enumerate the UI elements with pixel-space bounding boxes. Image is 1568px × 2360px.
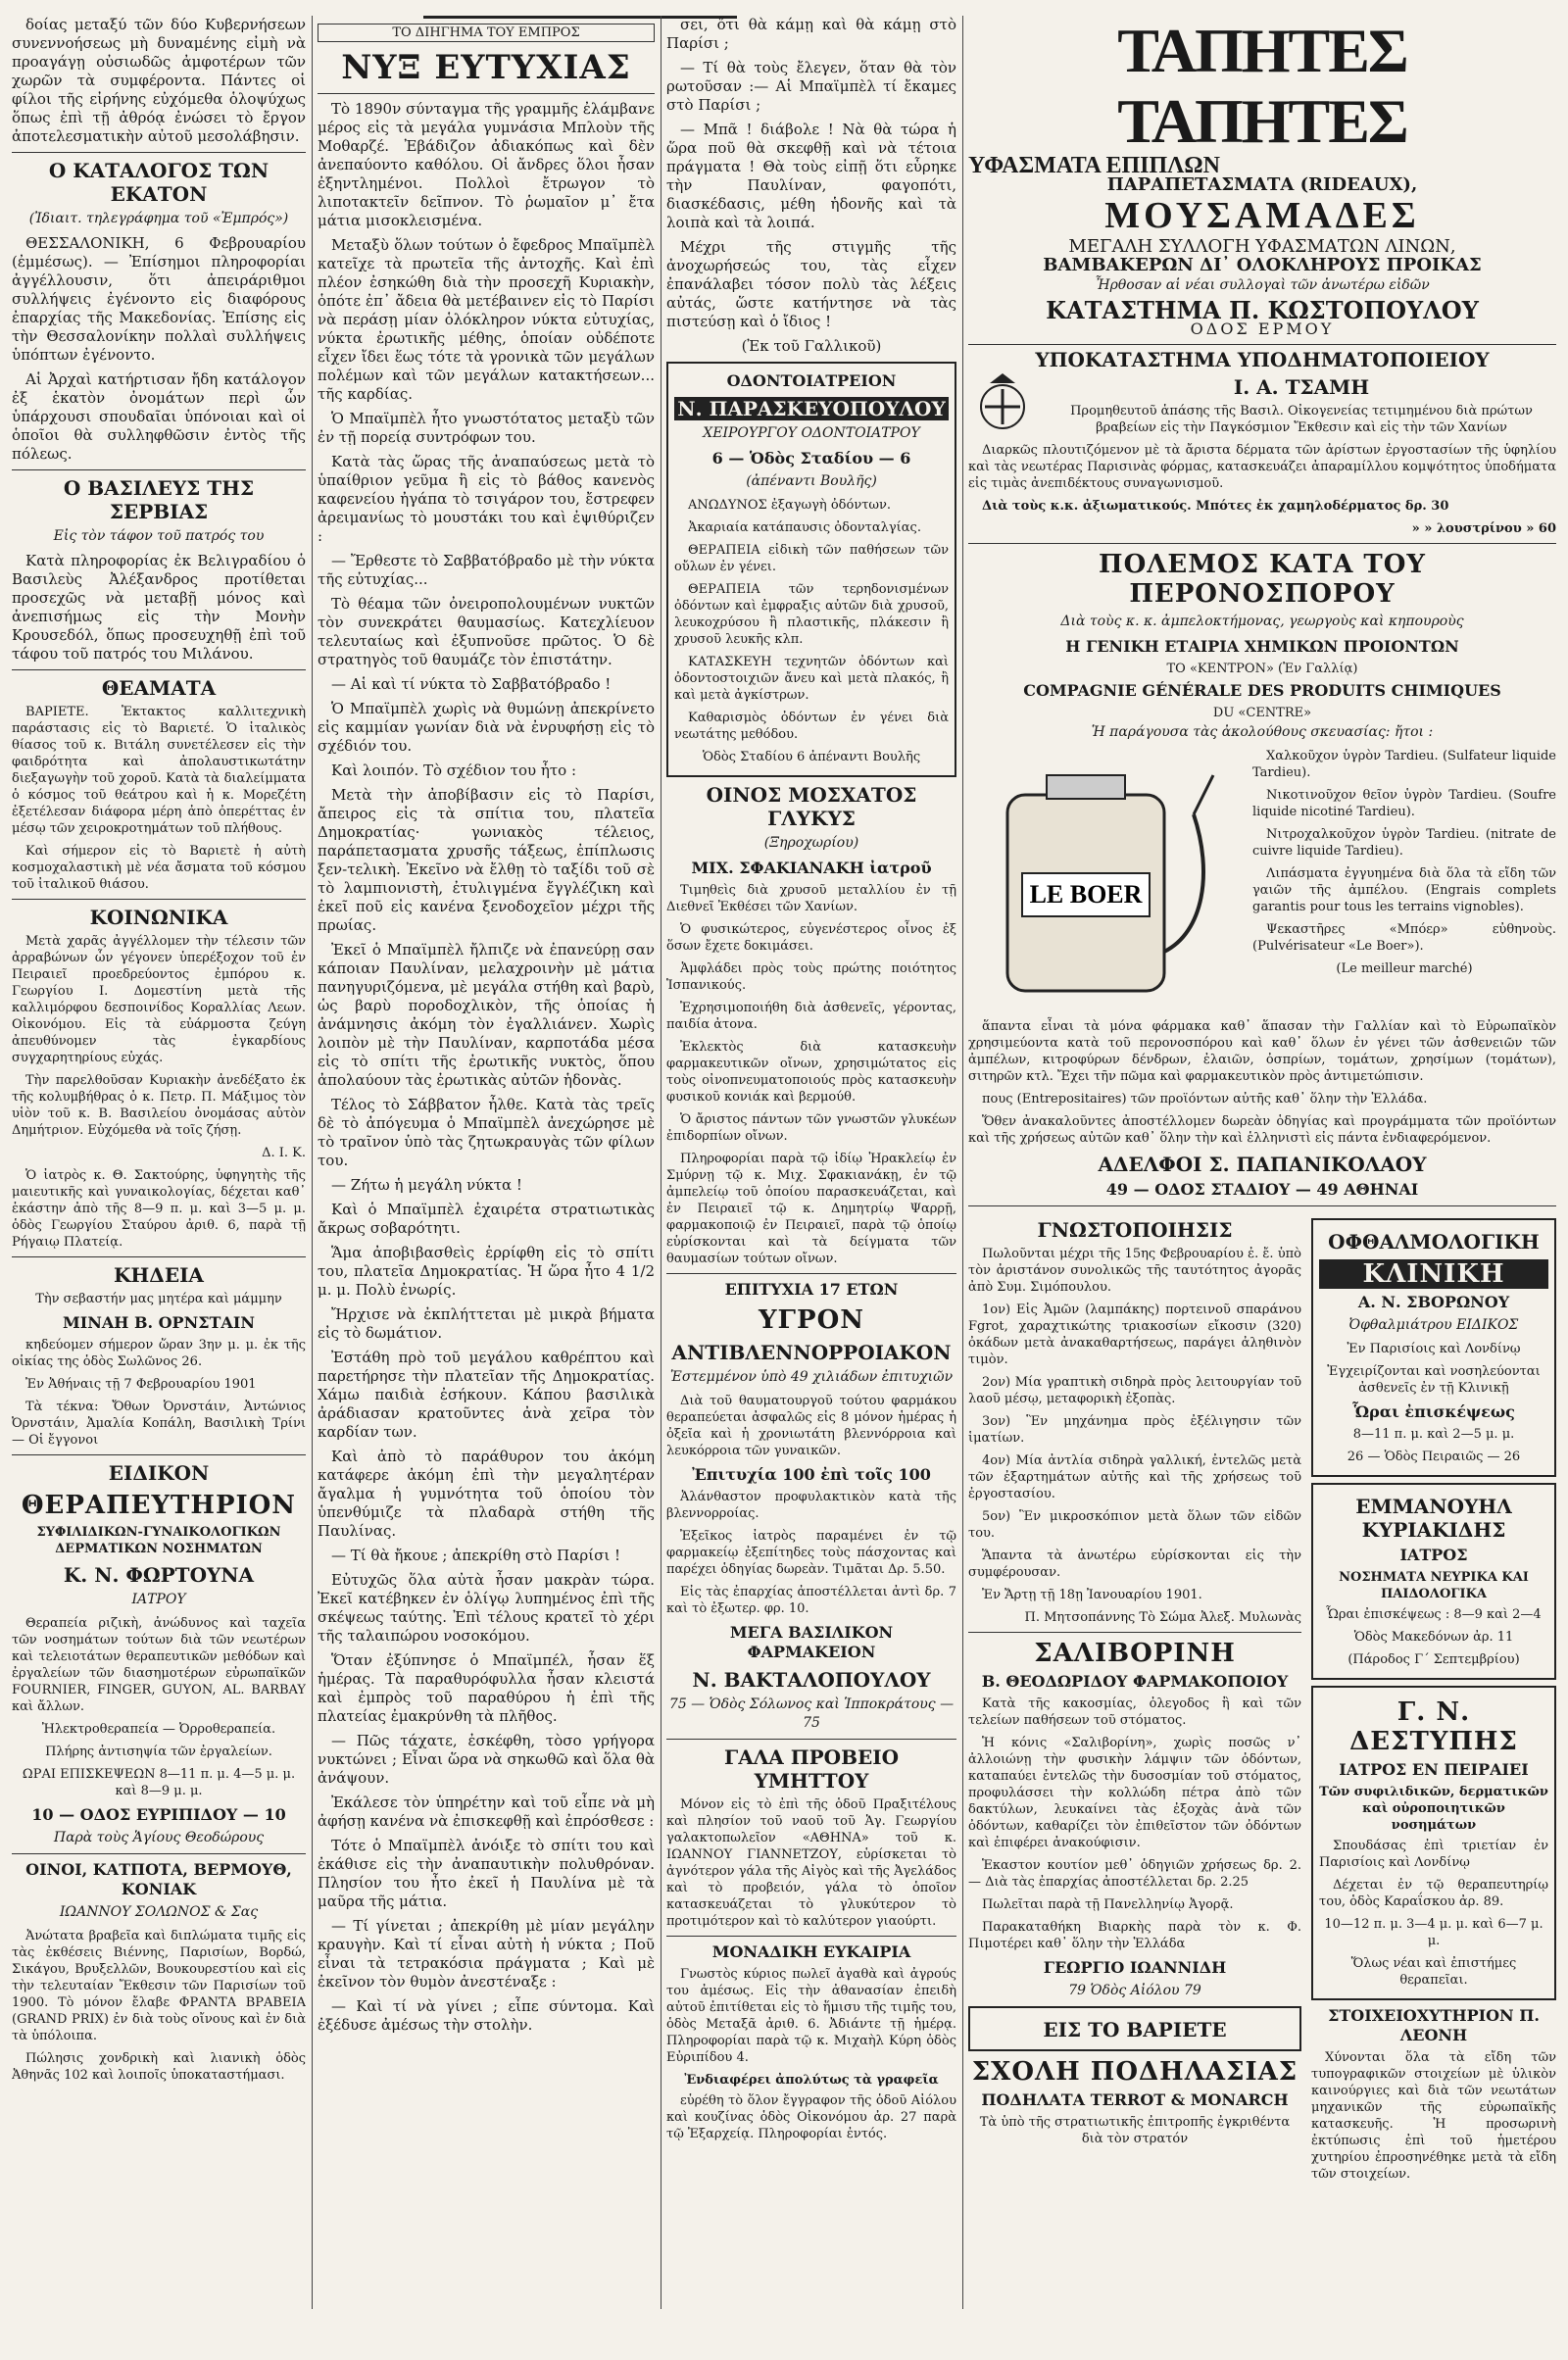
destypis-subhead: Τῶν συφιλιδικῶν, δερματικῶν καὶ οὐροποιητικῶν νοσημάτων [1319,1785,1548,1833]
boer-text: Ὅθεν ἀνακαλοῦντες ἀποστέλλομεν δωρεὰν ὁδηγίας καὶ προγράμματα τῶν προϊόντων καὶ τῆς χρήσεως αὐτῶν καθ᾽ ὅλην τὴν καὶ ἑλληνιστὶ εἰς πάντα ἐνδιαφερόμενον. [968,1114,1556,1146]
koinonika-text: Μετὰ χαρᾶς ἀγγέλλομεν τὴν τέλεσιν τῶν ἀρραβώνων ὧν γέγονεν ὑπερέξοχον τοῦ ἐν Πειραιεῖ προεδρεύοντος ἐμπόρου κ. Γεωργίου Ι. Δομεστίνη μετὰ τῆς καλλιμόρφου δεσποινίδος Κοραλλίας Λεων. Οἰκονόμου. Εἰς τὰ εὐάρμοστα ζεύγη ἀπευθύνομεν τὰς ἐγκαρδίους συγχαρητηρίους εὐχάς. [12,934,306,1065]
salivorini-headline: ΣΑΛΙΒΟΡΙΝΗ [1034,1639,1236,1668]
story-title: ΝΥΞ ΕΥΤΥΧΙΑΣ [341,48,631,87]
divider [12,469,306,470]
story-paragraph: — Τί θὰ ἤκουε ; ἀπεκρίθη στὸ Παρίσι ! [331,1547,621,1564]
oinos-line: Ἀμφλάδει πρὸς τοὺς πρώτης ποιότητος Ἱσπανικούς. [666,961,956,993]
ofthalmologiki-headline: ΟΦΘΑΛΜΟΛΟΓΙΚΗ [1328,1230,1540,1254]
story-paragraph: Ὁ Μπαϊμπὲλ ἦτο γνωστότατος μεταξὺ τῶν ἐν τῇ πορείᾳ συντρόφων του. [318,410,655,446]
gnostopoiisis-signature: Π. Μητσοπάννης Τὸ Σώμα Ἀλεξ. Μυλωνὰς [1024,1610,1301,1625]
story-paragraph: Εὐτυχῶς ὅλα αὐτὰ ἦσαν μακρὰν τώρα. Ἐκεῖ κατέβηκεν ἐν ὁλίγῳ λυπημένος ἐπὶ τῆς σκέψεως ταύτης. Ἐπὶ τέλους κρατεῖ τὸ χέρι τῆς ταλαιπώρου νοσοκόμου. [318,1571,655,1645]
story-continued: — Μπᾶ ! διάβολε ! Νὰ θὰ τώρα ἡ ὥρα ποῦ θὰ σκεφθῇ καὶ νὰ τέτοια πράγματα ! Θὰ τοὺς εἰπῇ ὅτι εὗρηκε τὴν Παυλίναν, φαγοπότι, διασκέδασις, μέθη ἡδονῆς καὶ τὰ λοιπὰ καὶ τὰ λοιπά. [666,121,956,231]
boer-text: πους (Entrepositaires) τῶν προϊόντων αὐτῆς καθ᾽ ὅλην τὴν Ἑλλάδα. [982,1092,1428,1106]
story-paragraph: — Τί γίνεται ; ἀπεκρίθη μὲ μίαν μεγάλην κραυγὴν. Καὶ τί εἶναι αὐτὴ ἡ νύκτα ; Ποῦ εἶναι τὰ τετρακόσια πράγματα ; Καὶ μὲ ἐκεῖνον τὸν θυμὸν ἀνεστέναξε : [318,1917,655,1991]
salivorini-line: Πωλεῖται παρὰ τῇ Πανελληνίῳ Ἀγορᾷ. [982,1897,1234,1912]
boer-product: Χαλκοῦχον ὑγρὸν Tardieu. (Sulfateur liquide Tardieu). [1252,749,1556,780]
destypis-line: Δέχεται ἐν τῷ θεραπευτηρίῳ του, ὁδὸς Καραΐσκου ἀρ. 89. [1319,1878,1548,1909]
oinos-line: Ἐχρησιμοποιήθη διὰ ἀσθενεῖς, γέροντας, παιδία ἀτονα. [666,1001,956,1032]
lower-right-ads [1311,1212,1556,2188]
therapeftirion-text: Θεραπεία ριζικὴ, ἀνώδυνος καὶ ταχεῖα τῶν νοσημάτων τούτων διὰ τῶν νεωτέρων καὶ τελειοτάτων θεραπευτικῶν μεθόδων καὶ ἐργαλείων τῶν διασημοτέρων εὐρωπαϊκῶν FOURNIER, FINGER, GUYON, AL. BARBAY καὶ ἄλλων. [12,1616,306,1714]
paragousa-line: Ἡ παράγουσα τὰς ἀκολούθους σκευασίας: ἤτοι : [1091,724,1434,740]
therapeftirion-text-2: Ἠλεκτροθεραπεία — Ὀρροθεραπεία. [41,1722,276,1737]
odontoiatreion-line: ΑΝΩΔΥΝΟΣ ἐξαγωγὴ ὀδόντων. [688,498,892,513]
ofthalmologiki-hours-label: Ὧραι ἐπισκέψεως [1352,1402,1515,1421]
theamata-headline: ΘΕΑΜΑΤΑ [101,676,217,700]
boer-product: Νικοτινοῦχον θεῖον ὑγρὸν Tardieu. (Soufre liquide nicotiné Tardieu). [1252,788,1556,819]
kyriakidis-name: ΕΜΜΑΝΟΥΗΛ ΚΥΡΙΑΚΙΔΗΣ [1355,1495,1512,1542]
column-2 [318,16,655,2309]
divider [968,344,1556,345]
gnostopoiisis-line: Ἅπαντα τὰ ἀνωτέρω εὑρίσκονται εἰς τὴν συμφέρουσαν. [968,1549,1301,1580]
oinoi-text-2: Πώλησις χονδρικὴ καὶ λιανικὴ ὁδὸς Ἀθηνᾶς 102 καὶ λοιποῖς ὑποκαταστήμασι. [12,2051,306,2083]
divider [12,899,306,900]
column-4 [968,16,1556,2309]
gala-headline: ΓΑΛΑ ΠΡΟΒΕΙΟ ΥΜΗΤΤΟΥ [724,1745,899,1793]
boer-product: Ψεκαστῆρες «Μπόερ» εὐθηνοὺς. (Pulvérisateur «Le Boer»). [1252,922,1556,954]
boer-product: Λιπάσματα ἐγγυημένα διὰ ὅλα τὰ εἴδη τῶν γαιῶν τῆς ἀμπέλου. (Engrais complets garantis pour tous les terrains vignobles). [1252,866,1556,914]
ofthalmologiki-ad [1311,1218,1556,1477]
kyriakidis-subhead: ΝΟΣΗΜΑΤΑ ΝΕΥΡΙΚΑ ΚΑΙ ΠΑΙΔΟΛΟΓΙΚΑ [1339,1570,1529,1601]
kyriakidis-role: ΙΑΤΡΟΣ [1399,1546,1468,1564]
therapeftirion-doctor: Κ. Ν. ΦΩΡΤΟΥΝΑ [63,1563,255,1587]
story-paragraph: Ὁ Μπαϊμπὲλ χωρὶς νὰ θυμώνῃ ἀπεκρίνετο εἰς καμμίαν γωνίαν διὰ νὰ ἐνρυφήσῃ εἰς τὸ σχέδιόν του. [318,700,655,755]
katalogos-subhead: (Ἰδιαιτ. τηλεγράφημα τοῦ «Ἐμπρός») [28,211,289,226]
gnostopoiisis-line: Πωλοῦνται μέχρι τῆς 15ης Φεβρουαρίου ἐ. ἔ. ὑπὸ τὸν ἀριστάνον συνολικῶς τῆς ταυτότητος ἀγορᾶς ἀπὸ Συμ. Σιμόπουλου. [968,1247,1301,1295]
odontoiatreion-address: 6 — Ὁδὸς Σταδίου — 6 [711,449,911,467]
column-rule [661,16,662,2309]
oinoi-subhead: ΙΩΑΝΝΟΥ ΣΟΛΩΝΟΣ & Σας [59,1904,259,1920]
scholi-subhead: ΠΟΔΗΛΑΤΑ TERROT & MONARCH [981,2090,1289,2109]
boer-product: Νιτροχαλκοῦχον ὑγρὸν Tardieu. (nitrate de cuivre liquide Tardieu). [1252,827,1556,859]
tsami-name: Ι. Α. ΤΣΑΜΗ [1233,375,1370,399]
irthosan-line: Ἦρθοσαν αἱ νέαι συλλογαὶ τῶν ἀνωτέρω εἰδῶν [1095,277,1430,293]
story-paragraph: — Καὶ τί νὰ γίνει ; εἶπε σύντομα. Καὶ ἐξέδυσε ἀμέσως τὴν στολὴν. [318,1997,655,2034]
oinos-line: Τιμηθεὶς διὰ χρυσοῦ μεταλλίου ἐν τῇ Διεθνεῖ Ἐκθέσει τῶν Χανίων. [666,883,956,914]
tsami-price-2: » » λουστρίνου » 60 [1411,521,1556,536]
monadiki-headline: ΜΟΝΑΔΙΚΗ ΕΥΚΑΙΡΙΑ [711,1942,911,1961]
royal-crest-icon [968,369,1037,438]
salivorini-address: 79 Ὁδὸς Αἰόλου 79 [1068,1983,1201,1998]
salivorini-line: Ἡ κόνις «Σαλιβορίνη», χωρὶς ποσῶς ν᾽ ἀλλοιώνῃ τὴν φυσικὴν λάμψιν τῶν ὀδόντων, καταπαύει ἐντελῶς τὴν δυσοσμίαν τοῦ στόματος, προφυλάσσει τὴν κολλώδη πέτρα ἀπὸ τῶν δακτύλων, λευκαίνει τὰς ἐξοχὰς ἀνὰ τῶν ὀδόντων, καθαρίζει τὸν ἐπιθεῖστον τῶν ὀδόντων καὶ ἐπιφέρει ἀνακούφισιν. [968,1736,1301,1850]
kidia-text: Τὴν σεβαστήν μας μητέρα καὶ μάμμην [35,1292,282,1306]
vasilefs-text: Κατὰ πληροφορίας ἐκ Βελιγραδίου ὁ Βασιλεὺς Ἀλέξανδρος προτίθεται προσεχῶς νὰ μεταβῇ μόνος καὶ ἀνεπισήμως εἰς τὴν Μονὴν Κρουσεδόλ, ὅπως προσευχηθῇ ἐπὶ τοῦ τάφου τοῦ πατρός του Μιλάνου. [12,552,306,663]
leoni-headline: ΣΤΟΙΧΕΙΟΧΥΤΗΡΙΟΝ Π. ΛΕΟΝΗ [1328,2006,1540,2044]
gnostopoiisis-headline: ΓΝΩΣΤΟΠΟΙΗΣΙΣ [1037,1218,1233,1242]
ofthalmologiki-role: Ὀφθαλμιάτρου ΕΙΔΙΚΟΣ [1348,1317,1519,1333]
antivlennorroiakon-line: Ἐξεῖκος ἰατρὸς παραμένει ἐν τῷ φαρμακείῳ ἐξεπίτηδες τοὺς πάσχοντας καὶ παρέχει ὁδηγίας δωρεὰν. Τιμᾶται Δρ. 5.50. [666,1529,956,1577]
tsami-line: Διαρκῶς πλουτιζόμενον μὲ τὰ ἄριστα δέρματα τῶν ἀρίστων ἐργοστασίων τῆς ὑφηλίου καὶ τὰς νεωτέρας Παρισινὰς φόρμας, κατασκευάζει ἀπαραμίλλου κομψότητος ὑποδήματα εἰς τιμὰς ἀνεπιδέκτους συναγωνισμοῦ. [968,443,1556,491]
story-paragraph: — Αἱ καὶ τί νύκτα τὸ Σαββατόβραδο ! [331,675,612,693]
odontoiatreion-role: ΧΕΙΡΟΥΡΓΟΥ ΟΔΟΝΤΟΙΑΤΡΟΥ [703,425,920,441]
antivlennorroiakon-headline: ΑΝΤΙΒΛΕΝΝΟΡΡΟΙΑΚΟΝ [671,1341,952,1364]
monadiki-text: Γνωστὸς κύριος πωλεῖ ἀγαθὰ καὶ ἀγρούς του ἀμέσως. Εἰς τὴν ἀθανασίαν ἐπειδὴ αὐτοῦ ἐπιτίθεται εἰς τὸ ἥμισυ τῆς τιμῆς του, ὁδὸς Μεταξᾶ ἀριθ. 6. Ἀδιάντε τῇ ἡμέρᾳ. Πληροφορίαι παρὰ τῷ κ. Μιχαὴλ Κύρη ὁδὸς Εὐριπίδου 4. [666,1967,956,2065]
story-paragraph: Ἐκάλεσε τὸν ὑπηρέτην καὶ τοῦ εἶπε νὰ μὴ ἀφήσῃ κανένα νὰ ἐπισκεφθῇ καὶ ἐπρόσθεσε : [318,1794,655,1830]
odontoiatreion-address-2: (ἀπέναντι Βουλῆς) [746,473,877,489]
story-paragraph: Τὸ 1890ν σύνταγμα τῆς γραμμῆς ἐλάμβανε μέρος εἰς τὰ μεγάλα γυμνάσια Μπλοὺν τῆς Μοθαρζέ. Ἐβάδιζον ἀδιακόπως καὶ δὲν ἀνεπαύοντο καθόλου. Οἱ ἄνδρες ὅλοι ἦσαν ἐξηντλημένοι. Πολλοὶ ἔτρωγον τὸ λιποτακτεῖν δεῖπνον. Τὸ ῥωμαῖον μ᾽ ἔτα μάτια μισοκλεισμένα. [318,100,655,229]
vamvakera-line: ΒΑΜΒΑΚΕΡΩΝ ΔΙ᾽ ΟΛΟΚΛΗΡΟΥΣ ΠΡΟΙΚΑΣ [1043,255,1482,275]
mousamades-headline: ΜΟΥΣΑΜΑΔΕΣ [1104,195,1420,236]
story-paragraph: Ὅταν ἐξύπνησε ὁ Μπαϊμπέλ, ἦσαν ἕξ ἡμέρας. Τὰ παραθυρόφυλλα ἦσαν κλειστά καὶ ἐμπρὸς τοῦ παραθύρου ἡ ἐπὶ τῆς πλατείας ἐμακρύνθη τὰ πλῆθος. [318,1651,655,1725]
tsami-price: Διὰ τοὺς κ.κ. ἀξιωματικούς. Μπότες ἐκ χαμηλοδέρματος δρ. 30 [982,499,1449,514]
kidia-headline: ΚΗΔΕΙΑ [114,1263,204,1287]
destypis-line: Ὅλως νέαι καὶ ἐπιστήμες θεραπεῖαι. [1350,1956,1517,1988]
story-paragraph: Καὶ ὁ Μπαϊμπὲλ ἐχαιρέτα στρατιωτικὰς ἄκρως σοβαρότητι. [318,1201,655,1237]
newspaper-page [12,16,1556,2329]
destypis-line: 10—12 π. μ. 3—4 μ. μ. καὶ 6—7 μ. μ. [1324,1917,1544,1948]
ofthalmologiki-hours: 8—11 π. μ. καὶ 2—5 μ. μ. [1352,1427,1515,1442]
salivorini-line: Ἑκαστον κουτίον μεθ᾽ ὁδηγιῶν χρήσεως δρ. 2. — Διὰ τὰς ἐπαρχίας ἀποστέλλεται δρ. 2.25 [968,1858,1301,1890]
odontoiatreion-name: Ν. ΠΑΡΑΣΚΕΥΟΠΟΥΛΟΥ [674,397,949,420]
divider [666,1936,956,1937]
tsami-ad [968,369,1556,442]
odontoiatreion-headline: ΟΔΟΝΤΟΙΑΤΡΕΙΟΝ [726,371,897,390]
theamata-text: ΒΑΡΙΕΤΕ. Ἑκτακτος καλλιτεχνικὴ παράστασις εἰς τὸ Βαριετέ. Ὁ ἰταλικὸς θίασος τοῦ κ. Βιτάλη συνετέλεσεν εἰς τὴν φαιδρότητα καὶ ἀπολαυστικωτάτην διεξαγωγὴν τοῦ χοροῦ. Κατὰ τὰ διαλείμματα ὁ κόσμος τοῦ θεάτρου καὶ ἡ κ. Μορεζέτη ἐξετέλεσαν διάφορα μέρη ἀπὸ ὀπερέττας ἐν μέσῳ τῶν χειροκροτημάτων τοῦ πλήθους. [12,705,306,836]
column-1 [12,16,306,2309]
story-paragraph: Ἤρχισε νὰ ἐκπλήττεται μὲ μικρὰ βήματα εἰς τὸ δωμάτιον. [318,1305,655,1342]
gala-text: Μόνον εἰς τὸ ἐπὶ τῆς ὁδοῦ Πραξιτέλους καὶ πλησίον τοῦ ναοῦ τοῦ Ἁγ. Γεωργίου γαλακτοπωλεῖον «ΑΘΗΝΑ» τοῦ κ. ΙΩΑΝΝΟΥ ΓΙΑΝΝΕΤΖΟΥ, εὑρίσκεται τὸ ἀγνότερον γάλα τῆς Αἰγὸς καὶ τῆς Ἀγελάδος καὶ τὸ προβειόν, γάλα τὸ ὁποῖον κατασκευάζεται τὸ γλυκύτερον τὸ προτιμότερον καὶ τὸ καλύτερον γιαούρτι. [666,1797,956,1929]
tapites-headline: ΤΑΠΗΤΕΣ ΤΑΠΗΤΕΣ [1117,16,1407,156]
vario-ad [968,2006,1301,2051]
lower-ads [968,1212,1556,2188]
salivorini-pharmacist: Β. ΘΕΟΔΩΡΙΔΟΥ ΦΑΡΜΑΚΟΠΟΙΟΥ [981,1672,1289,1691]
pharmakeion-name: Ν. ΒΑΚΤΑΛΟΠΟΥΛΟΥ [692,1668,931,1692]
kentron-line: ΤΟ «ΚΕΝΤΡΟΝ» (Ἐν Γαλλίᾳ) [1166,662,1358,676]
odos-ermou: ΟΔΟΣ ΕΡΜΟΥ [1190,320,1335,338]
kyriakidis-ad [1311,1483,1556,1680]
vasilefs-subhead: Εἰς τὸν τάφον τοῦ πατρός του [53,528,265,544]
katalogos-text-2: Αἱ Ἀρχαὶ κατήρτισαν ἤδη κατάλογον ἐξ ἑκατὸν ὀνομάτων περὶ ὧν ὑπάρχουσι σπουδαῖαι ὑπόνοιαι καὶ οἱ ὁποῖοι θὰ συλληφθῶσιν ἐντὸς τῆς πόλεως. [12,370,306,463]
lower-left-ads [968,1212,1301,2188]
scholi-text: Τὰ ὑπὸ τῆς στρατιωτικῆς ἐπιτροπῆς ἐγκριθέντα διὰ τὸν στρατόν [979,2115,1291,2146]
katastima-headline: ΚΑΤΑΣΤΗΜΑ Π. ΚΩΣΤΟΠΟΥΛΟΥ [1046,296,1479,324]
odontoiatreion-line: ΚΑΤΑΣΚΕΥΗ τεχνητῶν ὀδόντων καὶ ὀδοντοστοιχιῶν ἄνευ καὶ μετὰ πλακός, ἢ καὶ μετὰ ἀγκίστρων. [674,655,949,703]
story-paragraph: Μεταξὺ ὅλων τούτων ὁ ἔφεδρος Μπαϊμπὲλ κατεῖχε τὰ πρωτεῖα τῆς ἀντοχῆς. Καὶ ἐπὶ πλέον ἐσηκώθη διὰ τὴν προσεχῆ Κυριακὴν, ὁπότε ἐπ᾽ ἄδεια θὰ μετέβαινεν εἰς τὸ Παρίσι νὰ περάσῃ μίαν ὁλόκληρον νύκτα εὐτυχίας, νύκτα ἐρωτικῆς μέθης, ὁποίαν οὐδέποτε εἶχεν ἴδει ἕως τότε τὰ γρονικὰ τῶν μεγάλων πολέμων καὶ τῶν μεγάλων κατακτήσεων... τῆς καρδίας. [318,236,655,403]
antivlennorroiakon-subhead: Ἐστεμμένον ὑπὸ 49 χιλιάδων ἐπιτυχιῶν [669,1369,954,1385]
story-paragraph: Κατὰ τὰς ὥρας τῆς ἀναπαύσεως μετὰ τὸ ὑπαίθριον γεῦμα ἢ εἰς τὸ βάθος κανενὸς καφενείου ἠγάπα τὸ τσιγάρον του, ἔστρεφεν ἀρειμανίως τὸ μουστάκι του καὶ ἐψιθύριζεν : [318,453,655,545]
boer-illustration [968,748,1243,1018]
parapetasmata-headline: ΠΑΡΑΠΕΤΑΣΜΑΤΑ (RIDEAUX), [1106,174,1418,195]
story-continued: σει, ὅτι θὰ κάμῃ καὶ θὰ κάμῃ στὸ Παρίσι ; [666,16,956,52]
story-paragraph: — Ζήτω ἡ μεγάλη νύκτα ! [331,1176,522,1194]
divider [12,1256,306,1257]
vasilefs-headline: Ο ΒΑΣΙΛΕΥΣ ΤΗΣ ΣΕΡΒΙΑΣ [63,476,255,523]
antivlennorroiakon-success: Ἐπιτυχία 100 ἐπὶ τοῖς 100 [692,1465,931,1484]
gnostopoiisis-date: Ἐν Ἄρτῃ τῇ 18ῃ Ἰανουαρίου 1901. [982,1588,1202,1602]
salivorini-agent: ΓΕΩΡΓΙΟ ΙΩΑΝΝΙΔΗ [1043,1958,1227,1977]
divider [666,1739,956,1740]
pharmakeion-address: 75 — Ὁδὸς Σόλωνος καὶ Ἱπποκράτους — 75 [668,1696,955,1731]
column-rule [962,16,963,2309]
divider [968,1632,1301,1633]
ofthalmologiki-doctor: Α. Ν. ΣΒΟΡΩΝΟΥ [1357,1293,1510,1311]
antivlennorroiakon-line: Ἀλάνθαστον προφυλακτικὸν κατὰ τῆς βλεννορροίας. [666,1490,956,1521]
salivorini-line: Παρακαταθήκη Βιαρκὴς παρὰ τὸν κ. Φ. Πιμοτέρει καθ᾽ ὅλην τὴν Ἑλλάδα [968,1920,1301,1951]
vario-headline: ΕΙΣ ΤΟ ΒΑΡΙΕΤΕ [1043,2018,1227,2041]
story-paragraph: Μετὰ τὴν ἀποβίβασιν εἰς τὸ Παρίσι, ἄπειρος εἰς τὰ σπίτια του, πλατεῖα Δημοκρατίας· γωνιακὸς τέλειος, παράπετασματα χρυσῆς τάξεως, ἐπίπλωσις ξεν-τελικὴ. Ἐκεῖνο νὰ ἔλθῃ τὸ ταξίδι τοῦ σὲ τὸ λαμπιονιστὴ, ἐτυλιγμένα ἔγγλέζικη καὶ ἐκεῖ ποῦ εἰς κανένα ξενοδοχεῖον μέχρι τῆς πρωίας. [318,786,655,934]
story-paragraph: — Πῶς τάχατε, ἐσκέφθη, τὸσο γρήγορα νυκτώνει ; Εἶναι ὥρα νὰ σηκωθῶ καὶ ὅλα θὰ ἀνάψουν. [318,1732,655,1787]
oinos-name: ΜΙΧ. ΣΦΑΚΙΑΝΑΚΗ ἰατροῦ [691,859,932,877]
odontoiatreion-footer: Ὁδὸς Σταδίου 6 ἀπέναντι Βουλῆς [702,750,921,764]
divider [12,1853,306,1854]
oinoi-headline: ΟΙΝΟΙ, ΚΑΤΠΟΤΑ, ΒΕΡΜΟΥΘ, ΚΟΝΙΑΚ [25,1860,292,1898]
koinonika-text-2: Τὴν παρελθοῦσαν Κυριακὴν ἀνεδέξατο ἐκ τῆς κολυμβήθρας ὁ κ. Πετρ. Π. Μάξιμος τὸν υἱὸν τοῦ κ. Β. Βασιλείου ὀνομάσας αὐτὸν Δημήτριον. Εὐχόμεθα νὰ τοῖς ζήσῃ. [12,1073,306,1138]
yfasmata-headline: ΥΦΑΣΜΑΤΑ ΕΠΙΠΛΩΝ [968,153,1220,178]
salivorini-line: Κατὰ τῆς κακοσμίας, ὀλεγοδος ἢ καὶ τῶν τελείων παθήσεων τοῦ στόματος. [968,1696,1301,1728]
odontoiatreion-line: Καθαρισμὸς ὀδόντων ἐν γένει διὰ νεωτάτης μεθόδου. [674,711,949,742]
kyriakidis-line: Ὁδὸς Μακεδόνων ἀρ. 11 [1353,1630,1514,1645]
kidia-name: ΜΙΝΑΗ Β. ΟΡΝΣΤΑΙΝ [63,1313,255,1332]
story-paragraph: Τὸ θέαμα τῶν ὀνειροπολουμένων νυκτῶν τὸν συνεκράτει θαυμασίως. Κατεχλίευον τελευταίως καὶ ἐξυπνοῦσε πρῶτος. Ὁ δὲ στρατηγὸς τοῦ θαυμάζε τὸν ἐπιστάτην. [318,595,655,668]
story-paragraph: Καὶ λοιπόν. Τὸ σχέδιον του ἦτο : [331,762,577,779]
divider [12,669,306,670]
therapeftirion-role: ΙΑΤΡΟΥ [131,1592,186,1607]
destypis-name: Γ. Ν. ΔΕΣΤΥΠΗΣ [1349,1697,1518,1756]
therapeftirion-text-3: Πλήρης ἀντισηψία τῶν ἐργαλείων. [45,1745,272,1759]
katalogos-headline: Ο ΚΑΤΑΛΟΓΟΣ ΤΩΝ ΕΚΑΤΟΝ [48,159,270,206]
kyriakidis-line: Ὧραι ἐπισκέψεως : 8—9 καὶ 2—4 [1326,1607,1542,1622]
divider [968,543,1556,544]
story-continued: Μέχρι τῆς στιγμῆς τῆς ἀνοχωρήσεώς του, τὰς εἶχεν ἐπανάλαβει τόσον πολὺ τὰς λέξεις αὐτάς, ὥστε κατήντησε νὰ τὰς πιστεύσῃ καὶ ὁ ἴδιος ! [666,238,956,330]
odontoiatreion-line: ΘΕΡΑΠΕΙΑ εἰδικὴ τῶν παθήσεων τῶν οὔλων ἐν γένει. [674,543,949,574]
therapeftirion-address: 10 — ΟΔΟΣ ΕΥΡΙΠΙΔΟΥ — 10 [31,1805,286,1824]
endiaferei-headline: Ἐνδιαφέρει ἀπολύτως τὰ γραφεῖα [684,2073,939,2088]
divider [318,93,655,94]
polemos-headline: ΠΟΛΕΜΟΣ ΚΑΤΑ ΤΟΥ ΠΕΡΟΝΟΣΠΟΡΟΥ [1099,550,1426,609]
koinonika-signature: Δ. Ι. Κ. [262,1146,306,1160]
story-paragraph: Ἅμα ἀποβιβασθεὶς ἐρρίφθη εἰς τὸ σπίτι του, πλατεῖα Δημοκρατίας. Ἡ ὥρα ἦτο 4 1/2 μ. μ. Πολὺ ἐνωρίς. [318,1244,655,1299]
story-paragraph: Τότε ὁ Μπαϊμπὲλ ἀνόιξε τὸ σπίτι του καὶ ἐκάθισε εἰς τὴν ἀναπαυτικὴν πολυθρόναν. Πλησίον του ἦτο ἐκεῖ ἡ Παυλίνα μὲ τὰ μαῦρα τῆς μάτια. [318,1837,655,1910]
koinonika-headline: ΚΟΙΝΩΝΙΚΑ [89,906,228,929]
kidia-family: Τὰ τέκνα: Ὄθων Ὀρνστάιν, Ἀντώνιος Ὀρνστάιν, Ἀμαλία Κοπάλη, Βασιλικὴ Τρίνι — Οἱ ἔγγονοι [12,1400,306,1448]
kyriakidis-line: (Πάροδος Γ΄ Σεπτεμβρίου) [1348,1652,1520,1667]
oinoi-text: Ἀνώτατα βραβεῖα καὶ διπλώματα τιμῆς εἰς τὰς ἐκθέσεις Βιέννης, Παρισίων, Βορδώ, Σικάγου, Βρυξελλῶν, Βουκουρεστίου καὶ εἰς τὴν τελευταίαν Ἔκθεσιν τῶν Παρισίων τοῦ 1900. Τὸ μόνον ἔλαβε ΦΡΑΝΤΑ ΒΡΑΒΕΙΑ (GRAND PRIX) ἐν διὰ τοὺς οἴνους καὶ ἐν διὰ τὰ ὑπόλοιπα. [12,1929,306,2043]
divider [12,1454,306,1455]
kidia-text-2: κηδεύομεν σήμερον ὥραν 3ην μ. μ. ἐκ τῆς οἰκίας της ὁδὸς Σωλῶνος 26. [12,1338,306,1369]
oinos-line: Ὁ ἄριστος πάντων τῶν γνωστῶν γλυκέων ἐπιδορπίων οἴνων. [666,1112,956,1144]
gnostopoiisis-line: 3ον) Ἓν μηχάνημα πρὸς ἐξέλιγησιν τῶν ἱματίων. [968,1414,1301,1446]
column-3 [666,16,956,2309]
klinik-headline: ΚΛΙΝΙΚΗ [1319,1259,1548,1289]
ygron-headline: ΥΓΡΟΝ [759,1305,864,1335]
oinos-line: Ἐκλεκτὸς διὰ κατασκευὴν φαρμακευτικῶν οἴνων, χρησιμώτατος εἰς τοὺς οἰνοπνευματοποιούς πρὸς κατασκευὴν φυσικοῦ κονιάκ καὶ βερμούθ. [666,1040,956,1105]
odontoiatreion-ad [666,362,956,777]
therapeftirion-headline: ΘΕΡΑΠΕΥΤΗΡΙΟΝ [21,1491,297,1520]
story-paragraph: Τέλος τὸ Σάββατον ἦλθε. Κατὰ τὰς τρεῖς δὲ τὸ ἀπόγευμα ὁ Μπαϊμπὲλ ἀνεχώρησε μὲ τὸ τραῖνον ὑπὸ τὰς ζητωκραυγὰς τῶν φίλων του. [318,1096,655,1169]
odontoiatreion-line: ΘΕΡΑΠΕΙΑ τῶν τερηδονισμένων ὀδόντων καὶ ἐμφραξις αὐτῶν διὰ χρυσοῦ, λευκοχρύσου ἢ πλαστικῆς, πλάκεσιν ἢ χρυσοῦ λευκῆς κλπ. [674,582,949,647]
syllogi-line: ΜΕΓΑΛΗ ΣΥΛΛΟΓΗ ΥΦΑΣΜΑΤΩΝ ΛΙΝΩΝ, [1068,236,1456,257]
therapeftirion-subhead: ΣΥΦΙΛΙΔΙΚΩΝ-ΓΥΝΑΙΚΟΛΟΓΙΚΩΝ ΔΕΡΜΑΤΙΚΩΝ ΝΟΣΗΜΑΤΩΝ [36,1525,281,1556]
ypokatastima-headline: ΥΠΟΚΑΤΑΣΤΗΜΑ ΥΠΟΔΗΜΑΤΟΠΟΙΕΙΟΥ [1035,348,1490,371]
story-continued: — Τί θὰ τοὺς ἔλεγεν, ὅταν θὰ τὸν ρωτοῦσαν :— Αἱ Μπαϊμπὲλ τί ἔκαμες στὸ Παρίσι ; [666,59,956,114]
adelfoi-headline: ΑΔΕΛΦΟΙ Σ. ΠΑΠΑΝΙΚΟΛΑΟΥ [1098,1153,1427,1176]
antivlennorroiakon-line: Εἰς τὰς ἐπαρχίας ἀποστέλλεται ἀντὶ δρ. 7 καὶ τὸ ἐξωτερ. φρ. 10. [666,1585,956,1616]
story-paragraph: Ἐκεῖ ὁ Μπαϊμπὲλ ἤλπιζε νὰ ἐπανεύρῃ σαν κάποιαν Παυλίναν, μελαχροινὴν μὲ μάτια πανηγυριζόμενα, μὲ μεγάλα στήθη καὶ βαρὺ, ὡς βαρὺ ποροδοχλικὸν, τῆς ὁποίας ἡ ἀνάμνησις ἀκόμη τὸν ἐγαλλιάνεν. Χωρὶς λοιπὸν μὲ τὴν Παυλίναν, καρποτάδα μέσα εἰς τὸ σπίτι τῆς ἐρωτικῆς νυκτὸς, ὅπου ἀπολαύουν τὰς ἐρωτικὰς αὐτῶν ἡδονὰς. [318,941,655,1089]
therapeftirion-address-2: Παρὰ τοὺς Ἁγίους Θεοδώρους [53,1830,265,1845]
kidia-date: Ἐν Ἀθήναις τῇ 7 Φεβρουαρίου 1901 [25,1377,257,1392]
gnostopoiisis-line: 5ον) Ἓν μικροσκόπιον μετὰ ὅλων τῶν εἰδῶν του. [968,1509,1301,1541]
sprayer-tank-icon [978,756,1233,1010]
endiaferei-text: εὑρέθη τὸ ὅλον ἔγγραφον τῆς ὁδοῦ Αἰόλου καὶ κουζίνας ὁδὸς Οἰκονόμου ἀρ. 27 παρὰ τῷ Ἐξαρχείᾳ. Πληροφορίαι ἐντός. [666,2093,956,2141]
scholi-headline: ΣΧΟΛΗ ΠΟΔΗΛΑΣΙΑΣ [971,2057,1298,2087]
pharmakeion-headline: ΜΕΓΑ ΒΑΣΙΛΙΚΟΝ ΦΑΡΜΑΚΕΙΟΝ [729,1623,894,1661]
oinos-headline: ΟΙΝΟΣ ΜΟΣΧΑΤΟΣ ΓΛΥΚΥΣ [706,783,917,830]
oinos-line: Ὁ φυσικώτερος, εὐγενέστερος οἶνος ἐξ ὅσων ἔχετε δοκιμάσει. [666,922,956,954]
theamata-text-2: Καὶ σήμερον εἰς τὸ Βαριετὲ ἡ αὐτὴ κοσμοχαλαστικὴ μὲ νέα ἄσματα τοῦ κόσμου τοῦ ἰταλικοῦ θιάσου. [12,844,306,892]
boer-text: ἅπαντα εἶναι τὰ μόνα φάρμακα καθ᾽ ἅπασαν τὴν Γαλλίαν καὶ τὸ Εὐρωπαϊκὸν χρησιμεύοντα κατὰ τοῦ περονοσπόρου καὶ καθ᾽ ὅλων ἐν γένει τῶν ἀσθενειῶν τῶν ἀμπέλων, κιτροφύρων δένδρων, ἐλαιῶν, ὀσπρίων, τομάτων, χρησίμων (τομάτων), σιτηρῶν κτλ. Ἔχει τῆν πῶμα καὶ φαρμακευτικὸν πρὸς ἀντιμετώπισιν. [968,1019,1556,1084]
column-rule [312,16,313,2309]
compagnie-line: COMPAGNIE GÉNÉRALE DES PRODUITS CHIMIQUES [1023,681,1501,700]
antivlennorroiakon-line: Διὰ τοῦ θαυματουργοῦ τούτου φαρμάκου θεραπεύεται ἀσφαλῶς εἰς 8 μόνον ἡμέρας ἡ ὀξεῖα καὶ ἡ χρονιωτάτη βλεννόρροια καὶ λευκόρροια τῶν γυναικῶν. [666,1394,956,1458]
adelfoi-address: 49 — ΟΔΟΣ ΣΤΑΔΙΟΥ — 49 ΑΘΗΝΑΙ [1105,1180,1419,1199]
oinos-subhead: (Ξηροχωρίου) [763,835,859,851]
eidikon-headline: ΕΙΔΙΚΟΝ [108,1461,210,1485]
destypis-line: Σπουδάσας ἐπὶ τριετίαν ἐν Παρισίοις καὶ Λονδίνῳ [1319,1839,1548,1870]
ofthalmologiki-address: 26 — Ὁδὸς Πειραιῶς — 26 [1347,1450,1521,1464]
intro-paragraph: δοίας μεταξύ τῶν δύο Κυβερνήσεων συνεννοήσεως μὴ δυναμένης εἰμὴ νὰ προαγάγῃ οὐσιωδῶς ἀμφοτέρων τῶν χωρῶν τὰ συμφέροντα. Πάντες οἱ φίλοι τῆς εἰρήνης εὐχόμεθα ὁλοψύχως ὅπως ἐπὶ τῇ ἀθρόᾳ ἐνώσει τὸ ἔργον ἀποτελεσματικὴν αὐτοῦ μεσολάβησιν. [12,16,306,145]
ofthalmologiki-line: Ἐγχειρίζονται καὶ νοσηλεύονται ἀσθενεῖς ἐν τῇ Κλινικῇ [1327,1364,1541,1396]
katalogos-text: ΘΕΣΣΑΛΟΝΙΚΗ, 6 Φεβρουαρίου (ἐμμέσως). — Ἐπίσημοι πληροφορίαι ἀγγέλλουσιν, ὅτι ἀπειράριθμοι συλλήψεις ἐγένοντο εἰς διαφόρους ἐπαρχίας τῆς Μακεδονίας. Ἐπίσης εἰς τὴν Θεσσαλονίκην πολλαὶ συλλήψεις ὑπόπτων ἐγένοντο. [12,234,306,364]
boer-product: (Le meilleur marché) [1336,961,1473,976]
du-centre-line: DU «CENTRE» [1212,706,1312,720]
story-section-label: ΤΟ ΔΙΗΓΗΜΑ ΤΟΥ ΕΜΠΡΟΣ [318,24,655,42]
odontoiatreion-line: Ἀκαριαία κατάπαυσις ὀδονταλγίας. [688,520,921,535]
koinonika-text-3: Ὁ ἰατρὸς κ. Θ. Σακτούρης, ὑφηγητὴς τῆς μαιευτικῆς καὶ γυναικολογίας, δέχεται καθ᾽ ἑκάστην ἀπὸ τῆς 8—9 π. μ. καὶ 3—5 μ. μ. ὁδὸς Γεωργίου Σταύρου ἀριθ. 6, παρὰ τῇ Ρήγαιῳ Πλατείᾳ. [12,1168,306,1250]
ofthalmologiki-line: Ἐν Παρισίοις καὶ Λονδίνῳ [1347,1342,1521,1356]
gnostopoiisis-line: 2ον) Μία γραπτικὴ σιδηρὰ πρὸς λειτουργίαν τοῦ λαοῦ μέσῳ, μεταφορικὴ ἐξοπὰς. [968,1375,1301,1406]
etairia-line: Η ΓΕΝΙΚΗ ΕΤΑΙΡΙΑ ΧΗΜΙΚΩΝ ΠΡΟΙΟΝΤΩΝ [1065,637,1459,656]
epitychia-headline: ΕΠΙΤΥΧΙΑ 17 ΕΤΩΝ [724,1280,899,1299]
tsami-line: Προμηθευτοῦ ἁπάσης τῆς Βασιλ. Οἰκογενείας τετιμημένου διὰ πρώτων βραβείων εἰς τὴν Παγκόσμιον Ἔκθεσιν καὶ εἰς τὴν τῶν Χανίων [1070,404,1533,435]
divider [12,152,306,153]
divider [666,1273,956,1274]
boer-ad [968,748,1556,1018]
boer-label: LE BOER [1029,880,1143,909]
therapeftirion-hours: ΩΡΑΙ ΕΠΙΣΚΕΨΕΩΝ 8—11 π. μ. 4—5 μ. μ. καὶ 8—9 μ. μ. [22,1767,296,1798]
story-paragraph: Ἐστάθη πρὸ τοῦ μεγάλου καθρέπτου καὶ παρετήρησε τὴν πλατεῖαν τῆς Δημοκρατίας. Χάμω παιδιὰ ἐσήκουν. Κάπου βασιλικὰ ἀράδιασαν κρατοῦντες ἀνὰ χεῖρα τὸν καρδίαν των. [318,1349,655,1441]
gnostopoiisis-line: 4ον) Μία ἀντλία σιδηρὰ γαλλική, ἐντελῶς μετὰ τῶν ἐξαρτημάτων αὐτῆς καὶ τῆς χρήσεως τοῦ ἐργοστασίου. [968,1453,1301,1501]
destypis-ad [1311,1686,1556,2000]
polemos-subhead: Διὰ τοὺς κ. κ. ἀμπελοκτήμονας, γεωργοὺς καὶ κηπουροὺς [1060,614,1464,629]
gnostopoiisis-line: 1ον) Εἰς Ἀμῶν (λαμπάκης) πορτεινοῦ σπαράνου Fgrot, χαραχτικώτης τριακοσίων εἴκοσιν (320) ὀκάδων μετὰ ἀνακαθαρτήσεως, παράγει ἀληθινὸν τιμὸν. [968,1303,1301,1367]
destypis-role: ΙΑΤΡΟΣ ΕΝ ΠΕΙΡΑΙΕΙ [1339,1760,1529,1779]
divider [968,1205,1556,1206]
leoni-text: Χύνονται ὅλα τὰ εἴδη τῶν τυπογραφικῶν στοιχείων μὲ ὑλικὸν καινούργιες καὶ διὰ τῶν νεωτάτων μηχανικῶν τῆς εὐρωπαϊκῆς κατασκευῆς. Ἡ προσωρινὴ ἐκτύπωσις ἐπὶ τοῦ ἡμετέρου χυτηρίου ἐπροσηνέθηκε μετὰ τὰ εἴδη τῶν στοιχείων. [1311,2050,1556,2182]
story-paragraph: — Ἔρθεστε τὸ Σαββατόβραδο μὲ τὴν νύκτα τῆς εὐτυχίας... [318,552,655,588]
story-paragraph: Καὶ ἀπὸ τὸ παράθυρον του ἀκόμη κατάφερε ἀκόμη ἐπὶ τὴν μεγαλητέραν ἄγαλμα ἡ γυμνότητα τοῦ ὁποίου τὸν ὑπενθύμιζε τὰ πλαδαρὰ στήθη τῆς Παυλίνας. [318,1448,655,1540]
oinos-line: Πληροφορίαι παρὰ τῷ ἰδίῳ Ἠρακλείῳ ἐν Σμύρνῃ τῷ κ. Μιχ. Σφακιανάκῃ, ἐν τῷ ἀμπελείῳ τοῦ ὁποίου παρασκευάζεται, καὶ ἐν Πειραιεῖ τῷ κ. Δημητρίῳ Ψαρρῇ, φαρμακοποιῷ ἐν Πειραιεῖ, παρὰ τῷ ὁποίῳ εὑρίσκονται καὶ τὰ δείγματα τῶν θαυμασίων τούτων οἴνων. [666,1152,956,1266]
story-source: (Ἐκ τοῦ Γαλλικοῦ) [741,337,882,355]
